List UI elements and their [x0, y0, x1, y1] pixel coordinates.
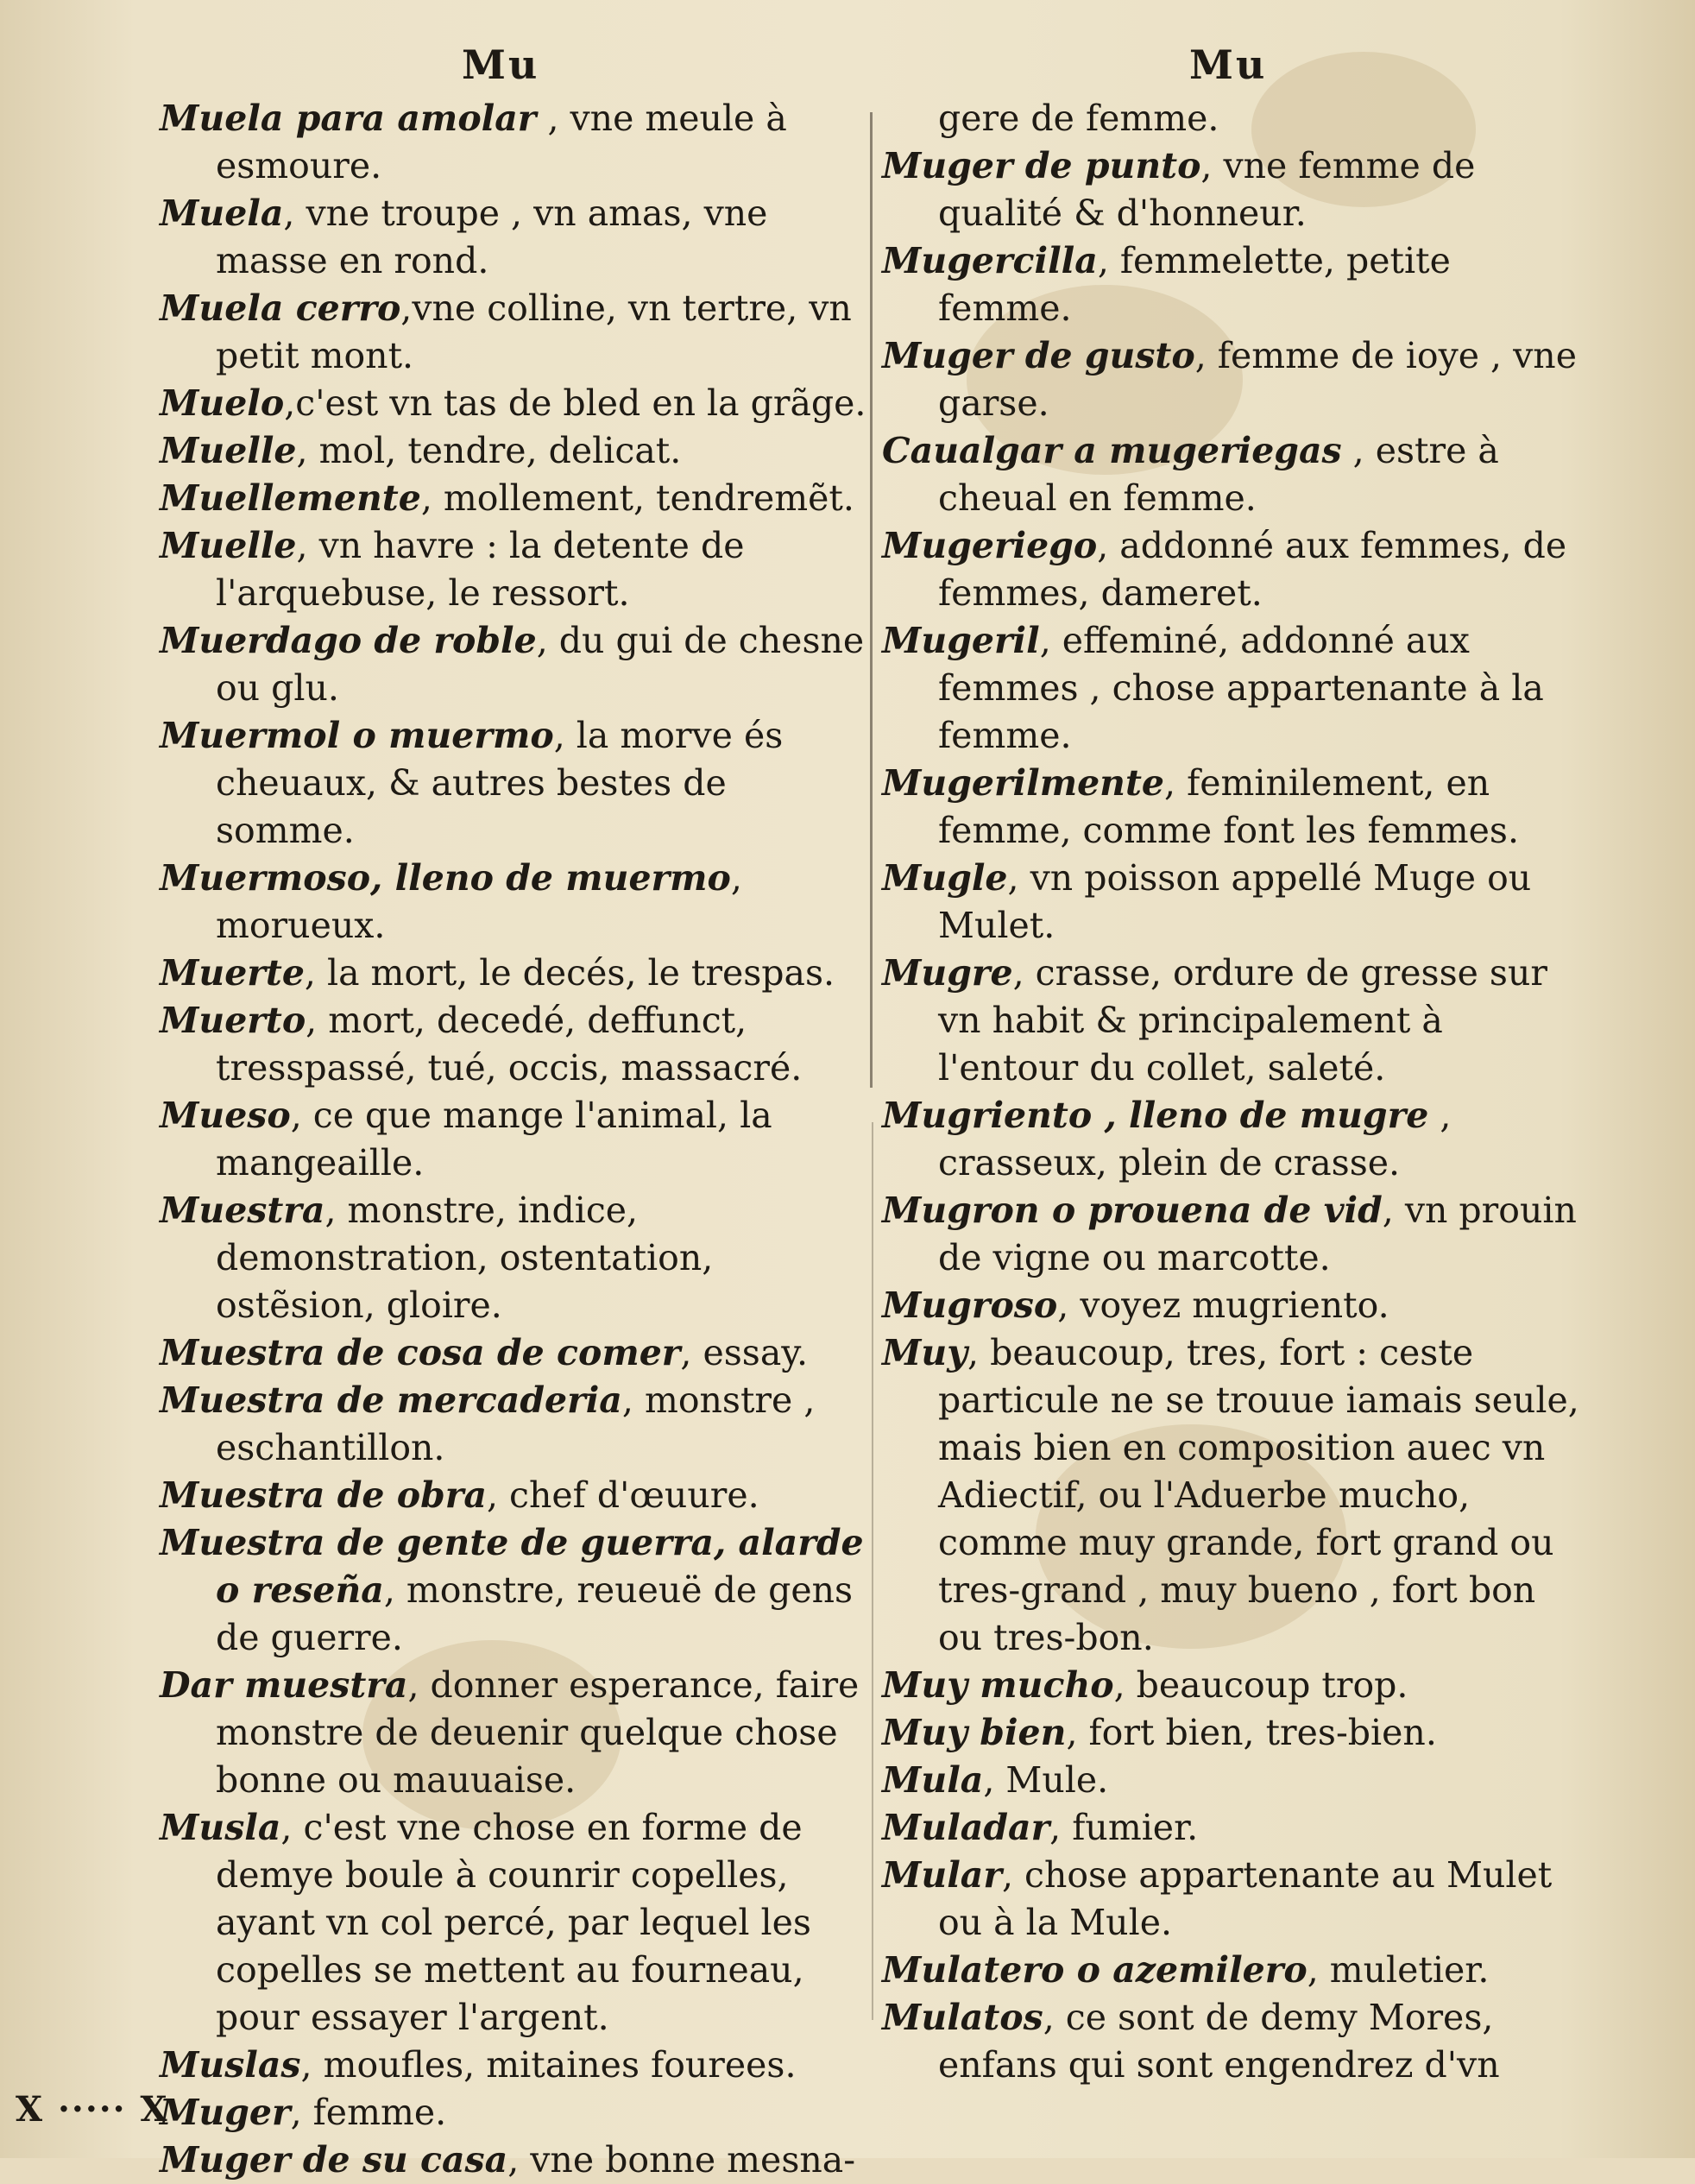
entry-definition: , ce sont de demy Mores, enfans qui sont engendrez d'vn — [938, 1997, 1500, 2086]
entry-headword: Mugercilla — [882, 240, 1098, 281]
dictionary-entry — [882, 617, 1581, 760]
entry-definition: , muletier. — [1307, 1949, 1490, 1991]
entry-definition: , Mule. — [983, 1759, 1109, 1801]
entry-definition: ,c'est vn tas de bled en la grãge. — [284, 382, 866, 424]
entry-headword: Muela para amolar — [160, 98, 537, 139]
entry-definition: , monstre , eschantillon. — [216, 1379, 816, 1468]
entry-headword: Mugeril — [882, 620, 1040, 661]
entry-headword: Caualgar a mugeriegas — [882, 430, 1342, 471]
dictionary-entry — [882, 1994, 1581, 2089]
dictionary-entry — [882, 1757, 1581, 1804]
entry-headword: Mugle — [882, 857, 1008, 899]
entry-definition: , la morve és cheuaux, & autres bestes de somme. — [216, 715, 784, 851]
dictionary-entry — [882, 1092, 1581, 1187]
entry-definition: , estre à cheual en femme. — [938, 430, 1499, 519]
dictionary-entry — [882, 237, 1581, 332]
dictionary-entry — [882, 427, 1581, 522]
entry-headword: Muladar — [882, 1807, 1050, 1848]
dictionary-entry — [160, 475, 876, 522]
dictionary-entry — [160, 712, 876, 855]
entry-definition: , vne troupe , vn amas, vne masse en rond. — [216, 193, 768, 281]
dictionary-entry — [160, 190, 876, 285]
entry-headword: Muerdago de roble — [160, 620, 537, 661]
entry-headword: Muerto — [160, 1000, 306, 1041]
dictionary-entry — [160, 1472, 876, 1519]
dictionary-entry — [882, 1282, 1581, 1329]
dictionary-entry — [160, 1377, 876, 1472]
right-column — [882, 95, 1581, 2089]
entry-headword: Muelo — [160, 382, 285, 424]
entry-definition: , ce que mange l'animal, la mangeaille. — [216, 1095, 772, 1184]
entry-headword: Muger — [160, 2092, 291, 2133]
entry-definition: , chose appartenante au Mulet ou à la Mule. — [938, 1854, 1553, 1943]
entry-headword: Mugron o prouena de vid — [882, 1190, 1383, 1231]
dictionary-entry — [882, 1187, 1581, 1282]
entry-headword: Muy bien — [882, 1712, 1067, 1753]
entry-definition: , femmelette, petite femme. — [938, 240, 1451, 329]
entry-headword: Muellemente — [160, 477, 421, 519]
dictionary-entry — [882, 1852, 1581, 1947]
entry-definition: , voyez mugriento. — [1057, 1285, 1389, 1326]
entry-definition: , monstre, indice, demonstration, ostentation, ostẽsion, gloire. — [216, 1190, 714, 1326]
entry-definition: , vn poisson appellé Muge ou Mulet. — [938, 857, 1532, 946]
left-column — [160, 95, 876, 2184]
entry-headword: Muelle — [160, 430, 297, 471]
entry-definition: , crasseux, plein de crasse. — [938, 1095, 1452, 1184]
dictionary-entry — [882, 855, 1581, 950]
dictionary-entry — [160, 1804, 876, 2042]
entry-headword: Muestra de mercaderia — [160, 1379, 622, 1421]
dictionary-entry — [160, 427, 876, 475]
entry-headword: Mugeriego — [882, 525, 1098, 566]
entry-headword: Muestra — [160, 1190, 325, 1231]
entry-definition: , vn havre : la detente de l'arquebuse, le ressort. — [216, 525, 745, 614]
entry-headword: Muestra de obra — [160, 1474, 487, 1516]
entry-definition: , mol, tendre, delicat. — [296, 430, 682, 471]
entry-definition: , c'est vne chose en forme de demye boule à counrir copelles, ayant vn col percé, par lequel les copelles se mettent au fourneau, pour essayer l'argent. — [216, 1807, 811, 2038]
entry-headword: Mugriento , lleno de mugre — [882, 1095, 1429, 1136]
entry-headword: Muger de punto — [882, 145, 1201, 186]
entry-headword: Muelle — [160, 525, 297, 566]
entry-definition: , fort bien, tres-bien. — [1066, 1712, 1437, 1753]
dictionary-entry — [882, 1662, 1581, 1709]
entry-definition: , essay. — [680, 1332, 809, 1373]
entry-definition: , fumier. — [1049, 1807, 1199, 1848]
dictionary-entry — [160, 2089, 876, 2137]
entry-definition: , femme de ioye , vne garse. — [938, 335, 1577, 424]
entry-definition: , donner esperance, faire monstre de deuenir quelque chose bonne ou mauuaise. — [216, 1664, 860, 1801]
entry-headword: Mulatero o azemilero — [882, 1949, 1307, 1991]
entry-definition: , vne bonne mesna- — [507, 2139, 856, 2181]
entry-definition: , feminilement, en femme, comme font les femmes. — [938, 762, 1519, 851]
entry-headword: Mugerilmente — [882, 762, 1164, 804]
dictionary-entry — [160, 997, 876, 1092]
dictionary-entry — [160, 855, 876, 950]
running-head-right: Mu — [1189, 41, 1268, 88]
entry-definition: , morueux. — [216, 857, 742, 946]
entry-definition: , mort, decedé, deffunct, tresspassé, tué, occis, massacré. — [216, 1000, 803, 1089]
entry-headword: Mugre — [882, 952, 1013, 994]
dictionary-entry — [882, 142, 1581, 237]
entry-headword: Muy mucho — [882, 1664, 1114, 1706]
entry-definition: , la mort, le decés, le trespas. — [304, 952, 835, 994]
entry-headword: Muestra de gente de guerra, alarde o reseña — [160, 1522, 864, 1611]
entry-headword: Mula — [882, 1759, 984, 1801]
entry-headword: Muela — [160, 193, 284, 234]
entry-definition: , crasse, ordure de gresse sur vn habit & principalement à l'entour du collet, saleté. — [938, 952, 1547, 1089]
entry-headword: Mular — [882, 1854, 1002, 1896]
dictionary-entry — [160, 522, 876, 617]
entry-headword: Muela cerro — [160, 287, 401, 329]
signature-mark: X ····· X — [16, 2089, 169, 2130]
entry-headword: Muestra de cosa de comer — [160, 1332, 681, 1373]
entry-definition: , vn prouin de vigne ou marcotte. — [938, 1190, 1577, 1278]
dictionary-entry — [160, 380, 876, 427]
entry-definition: , vne meule à esmoure. — [216, 98, 787, 186]
entry-headword: Muermoso, lleno de muermo — [160, 857, 731, 899]
dictionary-entry — [882, 522, 1581, 617]
entry-headword: Muslas — [160, 2044, 301, 2086]
entry-headword: Muger de su casa — [160, 2139, 508, 2181]
entry-definition: , addonné aux femmes, de femmes, dameret. — [938, 525, 1567, 614]
entry-definition: gere de femme. — [938, 98, 1219, 139]
entry-headword: Muerte — [160, 952, 305, 994]
entry-headword: Muger de gusto — [882, 335, 1195, 376]
entry-headword: Muy — [882, 1332, 968, 1373]
entry-definition: ,vne colline, vn tertre, vn petit mont. — [216, 287, 852, 376]
dictionary-entry — [882, 1947, 1581, 1994]
entry-definition: , beaucoup, tres, fort : ceste particule ne se trouue iamais seule, mais bien en composition auec vn Adiectif, ou l'Aduerbe mucho, comme muy grande, fort grand ou tres-grand , muy bueno , fort bon ou tres-bon. — [938, 1332, 1579, 1658]
dictionary-entry — [882, 332, 1581, 427]
entry-headword: Dar muestra — [160, 1664, 408, 1706]
dictionary-entry — [160, 1187, 876, 1329]
dictionary-entry — [160, 950, 876, 997]
dictionary-entry — [160, 1092, 876, 1187]
entry-definition: , vne femme de qualité & d'honneur. — [938, 145, 1476, 234]
dictionary-entry — [160, 285, 876, 380]
dictionary-entry — [882, 1709, 1581, 1757]
dictionary-entry — [160, 1519, 876, 1662]
entry-definition: , monstre, reueuë de gens de guerre. — [216, 1569, 854, 1658]
entry-definition: , beaucoup trop. — [1113, 1664, 1408, 1706]
dictionary-entry — [882, 1329, 1581, 1662]
entry-headword: Mugroso — [882, 1285, 1058, 1326]
dictionary-entry — [160, 617, 876, 712]
dictionary-entry — [160, 95, 876, 190]
entry-definition: , mollement, tendremẽt. — [420, 477, 854, 519]
entry-definition: , femme. — [290, 2092, 447, 2133]
dictionary-entry — [160, 1329, 876, 1377]
dictionary-entry — [882, 950, 1581, 1092]
entry-headword: Musla — [160, 1807, 281, 1848]
dictionary-entry — [882, 1804, 1581, 1852]
entry-definition: , du gui de chesne ou glu. — [216, 620, 865, 709]
entry-headword: Muermol o muermo — [160, 715, 554, 756]
entry-definition: , moufles, mitaines fourees. — [300, 2044, 797, 2086]
dictionary-entry — [882, 760, 1581, 855]
entry-headword: Mueso — [160, 1095, 291, 1136]
entry-definition: , effeminé, addonné aux femmes , chose appartenante à la femme. — [938, 620, 1544, 756]
entry-headword: Mulatos — [882, 1997, 1043, 2038]
entry-definition: , chef d'œuure. — [486, 1474, 759, 1516]
running-head-left: Mu — [462, 41, 540, 88]
dictionary-entry — [160, 2042, 876, 2089]
dictionary-entry — [160, 1662, 876, 1804]
dictionary-entry — [160, 2137, 876, 2184]
dictionary-entry-continuation — [882, 95, 1581, 142]
